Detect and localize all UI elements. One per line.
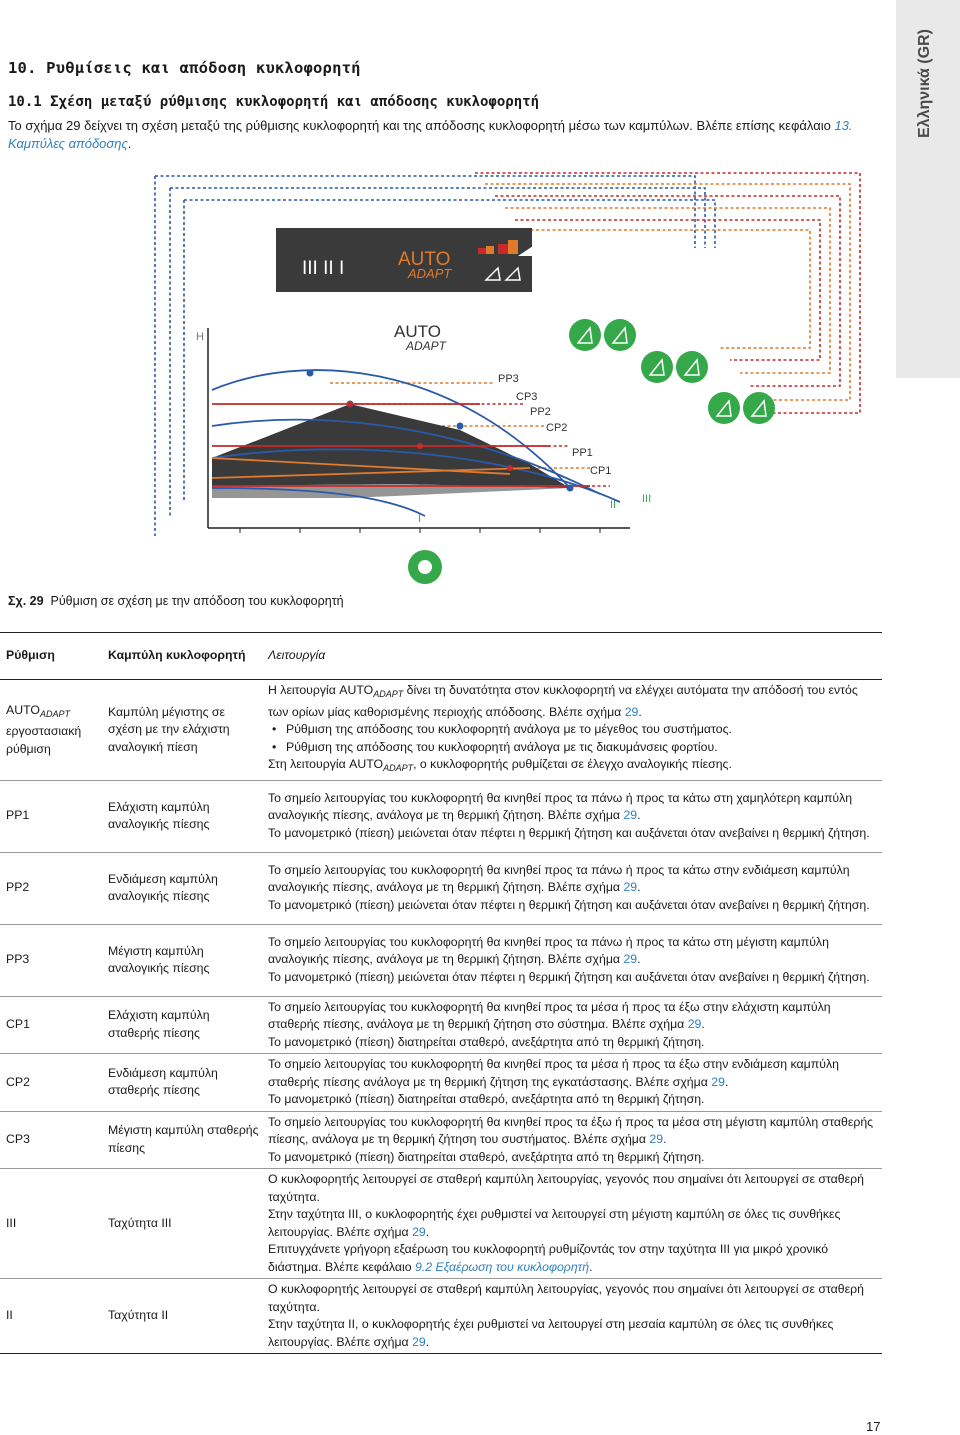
header-setting: Ρύθμιση xyxy=(0,633,104,680)
h-axis-label: H xyxy=(196,331,204,343)
figure-link[interactable]: 29 xyxy=(711,1074,725,1089)
header-function: Λειτουργία xyxy=(264,633,882,680)
label-pp3: PP3 xyxy=(498,373,519,385)
page-number: 17 xyxy=(866,1419,881,1434)
table-row: CP1 Ελάχιστη καμπύλη σταθερής πίεσης Το σημείο λειτουργίας του κυκλοφορητή θα κινηθεί προς τα μέσα ή προς τα έξω στην ελάχιστη καμπύλη σταθερής πίεσης, ανάλογα με τη θερμική ζήτηση στο σύστημα. Βλέπε σχήμα 29. Το μανομετρικό (πίεση) διατηρείται σταθερό, ανεξάρτητα από τη θερμική ζήτηση. xyxy=(0,996,882,1054)
figure-link[interactable]: 29 xyxy=(687,1017,702,1031)
svg-text:AUTO: AUTO xyxy=(394,322,441,341)
label-cp2: CP2 xyxy=(546,422,568,434)
table-row: PP1 Ελάχιστη καμπύλη αναλογικής πίεσης Το σημείο λειτουργίας του κυκλοφορητή θα κινηθεί προς τα πάνω ή προς τα κάτω στη χαμηλότερη καμπύλη αναλογικής πίεσης, ανάλογα με τη θερμική ζήτηση. Βλέπε σχήμα 29. Το μανομετρικό (πίεση) μειώνεται όταν πέφτει η θερμική ζήτηση και αυξάνεται όταν ανεβαίνει η θερμική ζήτηση. xyxy=(0,780,882,852)
settings-table xyxy=(0,632,882,1354)
figure-link[interactable]: 29 xyxy=(623,880,638,895)
header-curve: Καμπύλη κυκλοφορητή xyxy=(104,633,264,680)
pump-settings-figure xyxy=(150,168,880,593)
chapter-link[interactable]: 13. Καμπύλες απόδοσης xyxy=(8,118,853,151)
table-row: $AUTO_{ADAPT}$ εργοστασιακή ρύθμιση Καμπύλη μέγιστης σε σχέση με την ελάχιστη αναλογική πίεση Η λειτουργία $AUTO_{ADAPT}$ δίνει τη δυνατότητα στον κυκλοφορητή να ελέγχει αυτόματα την απόδοσή του εντός των ορίων μίας καθορισμένης περιοχής απόδοσης. Βλέπε σχήμα 29. • Ρύθμιση της απόδοσης του κυκλοφορητή ανάλογα με το μέγεθος του συστήματος. • Ρύθμιση της απόδοσης του κυκλοφορητή ανάλογα με τις διακυμάνσεις φορτίου. Στη λειτουργία $AUTO_{ADAPT}$, ο κυκλοφορητής ρυθμίζεται σε έλεγχο αναλογικής πίεσης. xyxy=(0,680,882,781)
language-side-tab: Ελληνικά (GR) xyxy=(896,0,960,378)
table-row: PP2 Ενδιάμεση καμπύλη αναλογικής πίεσης Το σημείο λειτουργίας του κυκλοφορητή θα κινηθεί προς τα πάνω ή προς τα κάτω στην ενδιάμεση καμπύλη αναλογικής πίεσης, ανάλογα με τη θερμική ζήτηση. Βλέπε σχήμα 29. Το μανομετρικό (πίεση) μειώνεται όταν πέφτει η θερμική ζήτηση και αυξάνεται όταν ανεβαίνει η θερμική ζήτηση. xyxy=(0,852,882,924)
label-speed-iii: III xyxy=(642,493,652,505)
table-row: II Ταχύτητα II Ο κυκλοφορητής λειτουργεί σε σταθερή καμπύλη λειτουργίας, γεγονός που σημαίνει ότι λειτουργεί σε σταθερή ταχύτητα. Στην ταχύτητα II, ο κυκλοφορητής έχει ρυθμιστεί να λειτουργεί στη μεσαία καμπύλη σε όλες τις συνθήκες λειτουργίας. Βλέπε σχήμα 29. xyxy=(0,1279,882,1354)
figure-link[interactable]: 29 xyxy=(623,952,638,967)
label-speed-i: I xyxy=(418,513,422,525)
figure-link[interactable]: 29 xyxy=(649,1132,664,1146)
chapter-link[interactable]: 9.2 Εξαέρωση του κυκλοφορητή xyxy=(415,1259,590,1274)
svg-text:ADAPT: ADAPT xyxy=(406,339,447,353)
label-speed-ii: II xyxy=(610,499,617,511)
subsection-heading: 10.1 Σχέση μεταξύ ρύθμισης κυκλοφορητή και απόδοσης κυκλοφορητή xyxy=(8,94,540,110)
figure-link[interactable]: 29 xyxy=(624,704,639,719)
section-heading: 10. Ρυθμίσεις και απόδοση κυκλοφορητή xyxy=(8,59,361,77)
svg-text:ADAPT: ADAPT xyxy=(408,266,452,281)
figure-link[interactable]: 29 xyxy=(623,808,638,823)
label-pp2: PP2 xyxy=(530,406,551,418)
table-row: CP2 Ενδιάμεση καμπύλη σταθερής πίεσης Το σημείο λειτουργίας του κυκλοφορητή θα κινηθεί προς τα μέσα ή προς τα έξω στην ενδιάμεση καμπύλη σταθερής πίεσης ανάλογα με τη θερμική ζήτηση της εγκατάστασης. Βλέπε σχήμα 29. Το μανομετρικό (πίεση) διατηρείται σταθερό, ανεξάρτητα από τη θερμική ζήτηση. xyxy=(0,1054,882,1112)
table-row: PP3 Μέγιστη καμπύλη αναλογικής πίεσης Το σημείο λειτουργίας του κυκλοφορητή θα κινηθεί προς τα πάνω ή προς τα κάτω στη μέγιστη καμπύλη αναλογικής πίεσης, ανάλογα με τη θερμική ζήτηση. Βλέπε σχήμα 29. Το μανομετρικό (πίεση) μειώνεται όταν πέφτει η θερμική ζήτηση και αυξάνεται όταν ανεβαίνει η θερμική ζήτηση. xyxy=(0,924,882,996)
figure-link[interactable]: 29 xyxy=(412,1224,426,1239)
panel-speed-labels: III II I xyxy=(302,258,345,279)
label-cp1: CP1 xyxy=(590,465,612,477)
table-row: CP3 Μέγιστη καμπύλη σταθερής πίεσης Το σημείο λειτουργίας του κυκλοφορητή θα κινηθεί προς τα έξω ή προς τα μέσα στη μέγιστη καμπύλη σταθερής πίεσης, ανάλογα με τη θερμική ζήτηση του συστήματος. Βλέπε σχήμα 29. Το μανομετρικό (πίεση) διατηρείται σταθερό, ανεξάρτητα από τη θερμική ζήτηση. xyxy=(0,1111,882,1169)
figure-caption: Σχ. 29 Ρύθμιση σε σχέση με την απόδοση του κυκλοφορητή xyxy=(8,594,344,608)
svg-text:AUTO: AUTO xyxy=(398,249,451,270)
table-row: III Ταχύτητα III Ο κυκλοφορητής λειτουργεί σε σταθερή καμπύλη λειτουργίας, γεγονός που σημαίνει ότι λειτουργεί σε σταθερή ταχύτητα. Στην ταχύτητα III, ο κυκλοφορητής έχει ρυθμιστεί να λειτουργεί στη μέγιστη καμπύλη σε όλες τις συνθήκες λειτουργίας. Βλέπε σχήμα 29. Επιτυγχάνετε γρήγορη εξαέρωση του κυκλοφορητή ρυθμίζοντάς τον στην ταχύτητα III για μικρό χρονικό διάστημα. Βλέπε κεφάλαιο 9.2 Εξαέρωση του κυκλοφορητή. xyxy=(0,1169,882,1279)
label-pp1: PP1 xyxy=(572,447,593,459)
label-cp3: CP3 xyxy=(516,391,538,403)
figure-link[interactable]: 29 xyxy=(412,1334,426,1349)
intro-paragraph: Το σχήμα 29 δείχνει τη σχέση μεταξύ της ρύθμισης κυκλοφορητή και της απόδοσης κυκλοφορητή μέσω των καμπύλων. Βλέπε επίσης κεφάλαιο 13. Καμπύλες απόδοσης. xyxy=(8,118,853,151)
